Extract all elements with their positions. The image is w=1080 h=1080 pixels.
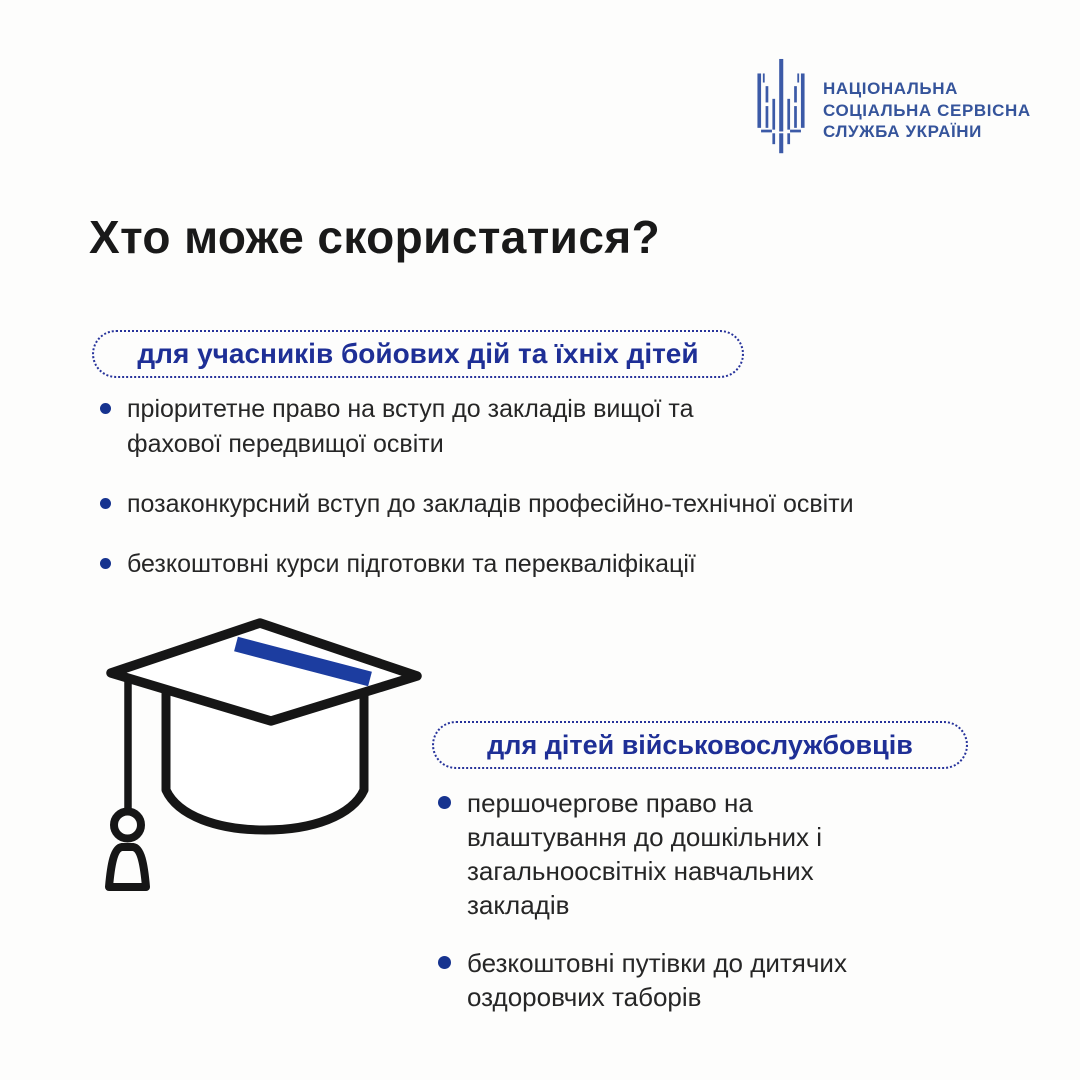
section-badge-military-children <box>432 721 968 769</box>
section-badge-label: для дітей військовослужбовців <box>487 729 913 760</box>
org-name <box>823 57 1031 143</box>
bullet-dot-icon <box>438 956 451 969</box>
list-item-text: безкоштовні путівки до дитячих оздоровчих таборів <box>467 948 847 1012</box>
list-item <box>100 392 1010 462</box>
list-item <box>438 946 978 1014</box>
org-name-line: СОЦІАЛЬНА СЕРВІСНА <box>823 100 1031 120</box>
trident-icon <box>752 57 810 157</box>
page-title: Хто може скористатися? <box>89 211 661 263</box>
section-badge-combatants <box>92 330 744 378</box>
list-item-text: позаконкурсний вступ до закладів професійно-технічної освіти <box>127 490 854 518</box>
list-item-text: пріоритетне право на вступ до закладів вищої та фахової передвищої освіти <box>127 395 694 458</box>
bullet-dot-icon <box>100 558 111 569</box>
list-item-text: безкоштовні курси підготовки та перекваліфікації <box>127 550 696 578</box>
org-name-line: НАЦІОНАЛЬНА <box>823 79 958 98</box>
bullet-dot-icon <box>438 796 451 809</box>
bullet-dot-icon <box>100 403 111 414</box>
benefits-list-combatants <box>100 392 1010 582</box>
benefits-list-military-children <box>438 786 978 1014</box>
section-badge-label: для учасників бойових дій та їхніх дітей <box>137 338 699 369</box>
bullet-dot-icon <box>100 498 111 509</box>
list-item-text: першочергове право на влаштування до дошкільних і загальноосвітніх навчальних закладів <box>467 788 822 920</box>
list-item <box>100 487 1010 522</box>
list-item <box>100 547 1010 582</box>
graduation-cap-icon <box>95 610 440 910</box>
org-logo <box>752 57 1031 157</box>
list-item <box>438 786 978 922</box>
org-name-line: СЛУЖБА УКРАЇНИ <box>823 122 982 141</box>
